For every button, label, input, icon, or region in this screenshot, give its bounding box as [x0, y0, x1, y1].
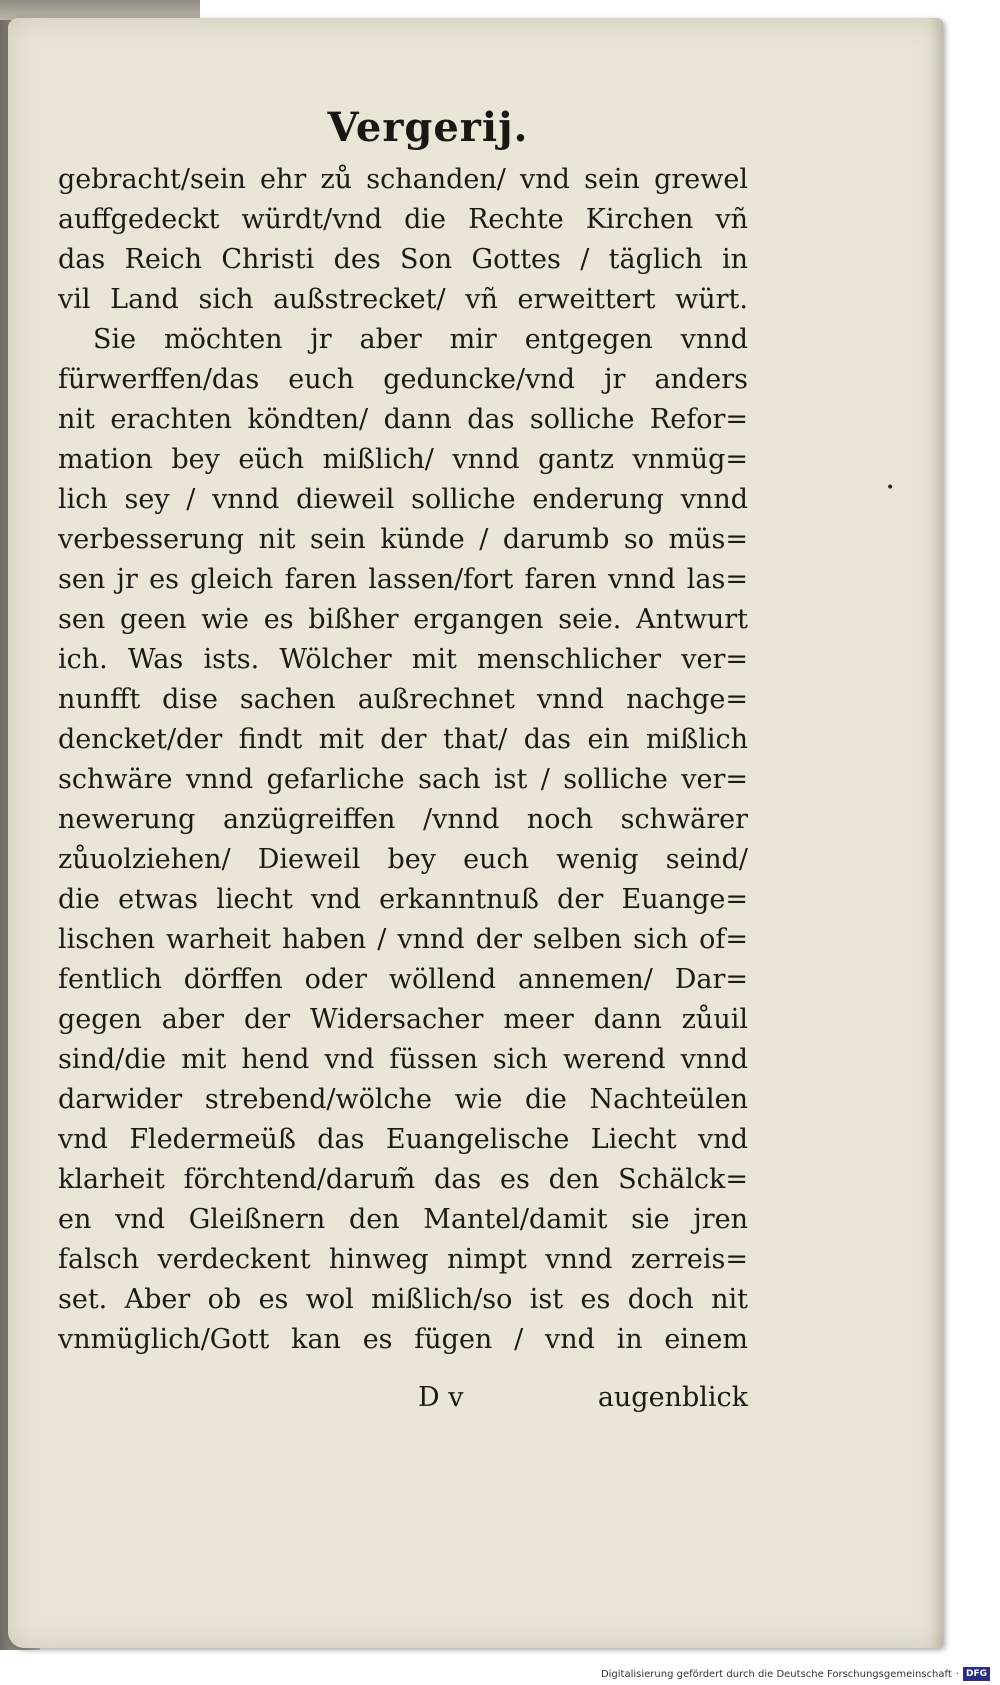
text-line: gegen aber der Widersacher meer dann zůuil: [58, 1004, 748, 1035]
text-line: vnd Fledermeüß das Euangelische Liecht vnd: [58, 1124, 748, 1155]
text-line: fürwerffen/das euch geduncke/vnd jr anders: [58, 364, 748, 395]
margin-mark: •: [886, 480, 895, 496]
text-line: sen jr es gleich faren lassen/fort faren vnnd las=: [58, 564, 748, 595]
footer-credit: Digitalisierung gefördert durch die Deutsche Forschungsgemeinschaft: [600, 1668, 952, 1680]
signature-mark: D v: [418, 1382, 464, 1413]
catchline: [418, 1378, 748, 1418]
text-line: die etwas liecht vnd erkanntnuß der Euange=: [58, 884, 748, 915]
text-line: das Reich Christi des Son Gottes / täglich in: [58, 244, 748, 275]
catchword: augenblick: [597, 1382, 748, 1413]
text-line: en vnd Gleißnern den Mantel/damit sie jren: [58, 1204, 748, 1235]
text-line: schwäre vnnd gefarliche sach ist / solliche ver=: [58, 764, 748, 795]
running-head: Vergerij.: [327, 104, 529, 151]
text-line: fentlich dörffen oder wöllend annemen/ Dar=: [58, 964, 748, 995]
text-line: nit erachten köndten/ dann das solliche Refor=: [58, 404, 748, 435]
book-page: [8, 18, 943, 1648]
text-line: klarheit förchtend/darum̃ das es den Schälck=: [58, 1164, 748, 1195]
text-line: vnmüglich/Gott kan es fügen / vnd in einem: [58, 1324, 748, 1355]
text-line: darwider strebend/wölche wie die Nachteülen: [58, 1084, 748, 1115]
text-line: mation bey eüch mißlich/ vnnd gantz vnmüg=: [58, 444, 748, 475]
text-line: Sie möchten jr aber mir entgegen vnnd: [93, 324, 748, 355]
text-line: lich sey / vnnd dieweil solliche enderung vnnd: [58, 484, 748, 515]
text-line: lischen warheit haben / vnnd der selben sich of=: [58, 924, 748, 955]
text-line: newerung anzügreiffen /vnnd noch schwärer: [58, 804, 748, 835]
text-line: auffgedeckt würdt/vnd die Rechte Kirchen vñ: [58, 204, 748, 235]
text-line: falsch verdeckent hinweg nimpt vnnd zerreis=: [58, 1244, 748, 1275]
text-line: nunfft dise sachen außrechnet vnnd nachge=: [58, 684, 748, 715]
text-line: verbesserung nit sein künde / darumb so müs=: [58, 524, 748, 555]
text-line: sen geen wie es bißher ergangen seie. Antwurt: [58, 604, 748, 635]
book-top-edge: [0, 0, 200, 20]
text-line: sind/die mit hend vnd füssen sich werend vnnd: [58, 1044, 748, 1075]
text-line: set. Aber ob es wol mißlich/so ist es doch nit: [58, 1284, 748, 1315]
digitization-footer: Digitalisierung gefördert durch die Deutsche Forschungsgemeinschaft · DFG: [601, 1666, 990, 1682]
text-line: gebracht/sein ehr zů schanden/ vnd sein grewel: [58, 164, 748, 195]
text-block: [58, 160, 748, 1360]
text-line: zůuolziehen/ Dieweil bey euch wenig seind/: [58, 844, 748, 875]
text-line: ich. Was ists. Wölcher mit menschlicher ver=: [58, 644, 748, 675]
text-line: dencket/der findt mit der that/ das ein mißlich: [58, 724, 748, 755]
text-line: vil Land sich außstrecket/ vñ erweittert würt.: [58, 284, 748, 315]
dfg-logo-icon: DFG: [963, 1667, 990, 1681]
